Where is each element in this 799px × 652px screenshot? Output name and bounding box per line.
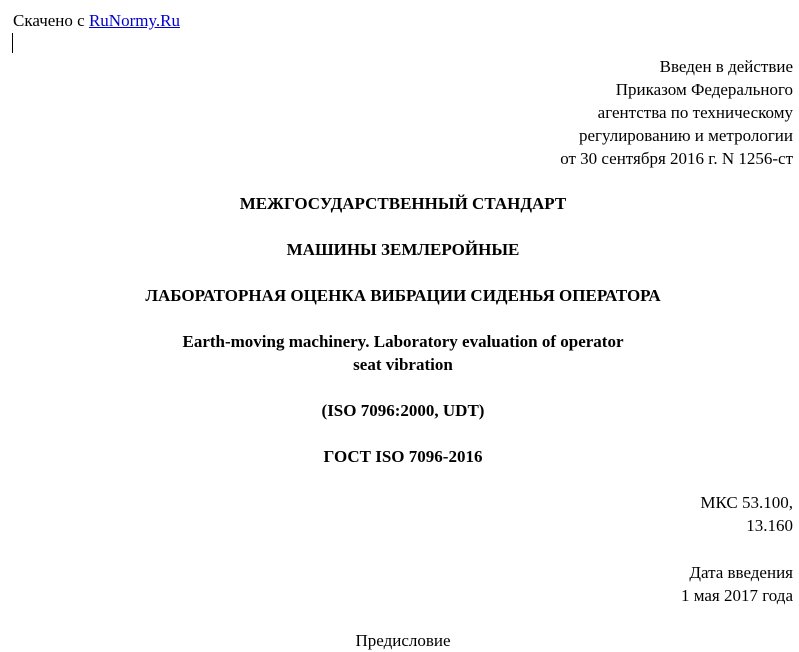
effective-date-label: Дата введения bbox=[689, 563, 793, 582]
english-title-line-1: Earth-moving machinery. Laboratory evaluation of operator bbox=[182, 332, 624, 351]
title-heading: ЛАБОРАТОРНАЯ ОЦЕНКА ВИБРАЦИИ СИДЕНЬЯ ОПЕРАТОРА bbox=[145, 286, 661, 305]
mks-line-1: МКС 53.100, bbox=[700, 493, 793, 512]
standard-heading: МЕЖГОСУДАРСТВЕННЫЙ СТАНДАРТ bbox=[239, 194, 567, 213]
english-title-line-2: seat vibration bbox=[353, 355, 453, 374]
enactment-line: от 30 сентября 2016 г. N 1256-ст bbox=[560, 149, 793, 168]
source-line bbox=[13, 9, 180, 32]
mks-line-2: 13.160 bbox=[746, 516, 793, 535]
runormy-link[interactable]: RuNormy.Ru bbox=[88, 11, 180, 30]
enactment-block bbox=[560, 55, 793, 170]
enactment-line: агентства по техническому bbox=[597, 103, 793, 122]
iso-reference: (ISO 7096:2000, UDT) bbox=[321, 401, 485, 420]
source-prefix: Скачено с bbox=[13, 11, 89, 30]
gost-designation: ГОСТ ISO 7096-2016 bbox=[323, 447, 483, 466]
effective-date-value: 1 мая 2017 года bbox=[680, 586, 793, 605]
mks-block bbox=[700, 491, 793, 537]
text-cursor bbox=[12, 33, 13, 53]
enactment-line: Введен в действие bbox=[659, 57, 793, 76]
foreword-heading: Предисловие bbox=[355, 631, 451, 650]
effective-date-block bbox=[681, 561, 793, 607]
machines-heading: МАШИНЫ ЗЕМЛЕРОЙНЫЕ bbox=[286, 240, 520, 259]
enactment-line: Приказом Федерального bbox=[615, 80, 793, 99]
enactment-line: регулированию и метрологии bbox=[578, 126, 793, 145]
